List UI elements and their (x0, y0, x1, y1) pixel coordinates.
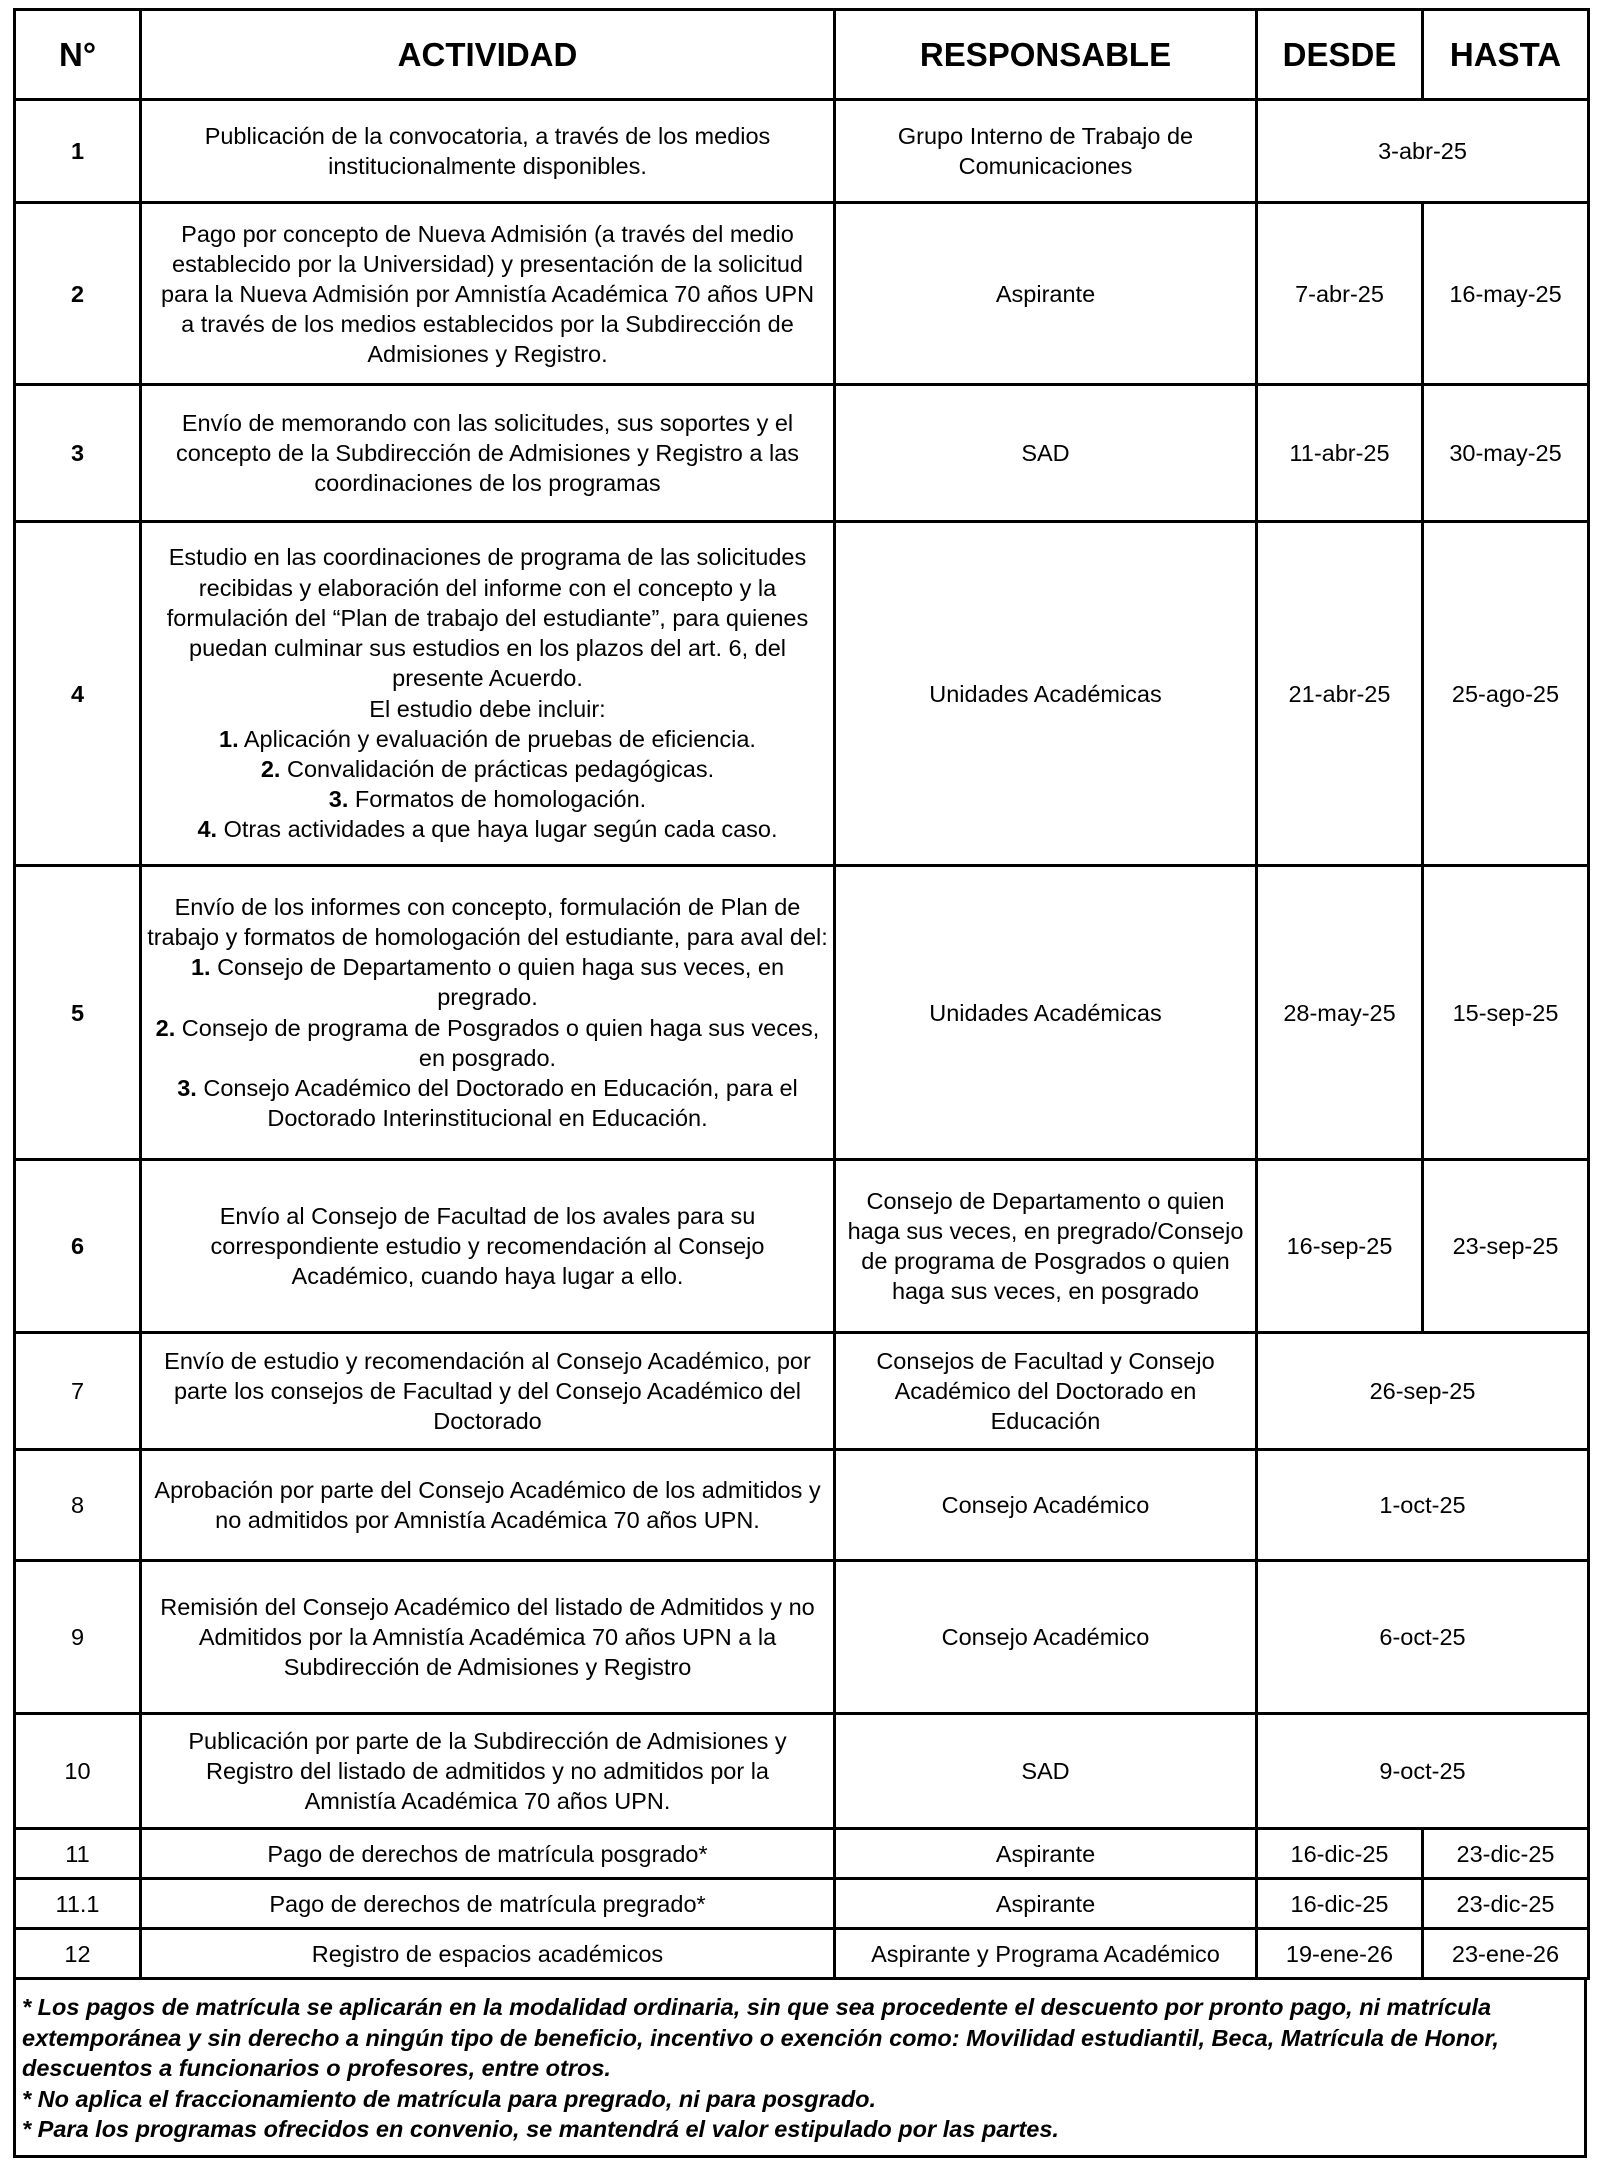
item-number: 1. (219, 725, 239, 752)
table-row (15, 100, 1589, 203)
footnote: * Para los programas ofrecidos en convenio, se mantendrá el valor estipulado por las partes. (22, 2116, 1059, 2143)
row-from: 16-sep-25 (1257, 1160, 1423, 1333)
table-row (15, 1450, 1589, 1561)
calendar-sheet (13, 8, 1587, 2158)
row-activity: Publicación por parte de la Subdirección de Admisiones y Registro del listado de admitidos y no admitidos por la Amnistía Académica 70 años UPN. (141, 1714, 835, 1829)
row-num: 12 (15, 1929, 141, 1979)
row-responsible: Aspirante y Programa Académico (835, 1929, 1257, 1979)
row-num: 1 (15, 100, 141, 203)
table-row (15, 1879, 1589, 1929)
row-responsible: Aspirante (835, 1829, 1257, 1879)
list-item (146, 754, 829, 784)
row-num: 4 (15, 522, 141, 866)
table-row (15, 203, 1589, 385)
table-row (15, 1561, 1589, 1714)
row-activity (141, 522, 835, 866)
item-text: Formatos de homologación. (348, 786, 647, 813)
row-num: 5 (15, 866, 141, 1160)
list-item (146, 724, 829, 754)
table-row (15, 1929, 1589, 1979)
item-number: 3. (177, 1074, 197, 1101)
row-activity (141, 866, 835, 1160)
row-from: 21-abr-25 (1257, 522, 1423, 866)
row-from: 7-abr-25 (1257, 203, 1423, 385)
header-from: DESDE (1257, 10, 1423, 100)
row-activity: Pago por concepto de Nueva Admisión (a través del medio establecido por la Universidad) y presentación de la solicitud para la Nueva Admisión por Amnistía Académica 70 años UPN a través de los medios establecidos por la Subdirección de Admisiones y Registro. (141, 203, 835, 385)
row-responsible: Aspirante (835, 1879, 1257, 1929)
row-activity: Pago de derechos de matrícula posgrado* (141, 1829, 835, 1879)
table-row (15, 522, 1589, 866)
activity-sub: El estudio debe incluir: (369, 695, 606, 722)
row-date: 9-oct-25 (1257, 1714, 1589, 1829)
item-text: Convalidación de prácticas pedagógicas. (280, 755, 715, 782)
activities-table (13, 8, 1590, 1980)
item-number: 1. (190, 954, 211, 981)
row-num: 6 (15, 1160, 141, 1333)
row-num: 10 (15, 1714, 141, 1829)
row-activity: Envío de estudio y recomendación al Consejo Académico, por parte los consejos de Facultad y del Consejo Académico del Doctorado (141, 1333, 835, 1450)
row-num: 9 (15, 1561, 141, 1714)
row-responsible: Consejo Académico (835, 1450, 1257, 1561)
row-responsible: SAD (835, 1714, 1257, 1829)
activity-intro: Estudio en las coordinaciones de programa de las solicitudes recibidas y elaboración del informe con el concepto y la formulación del “Plan de trabajo del estudiante”, para quienes puedan culminar sus estudios en los plazos del art. 6, del presente Acuerdo. (166, 544, 809, 692)
row-responsible: Consejos de Facultad y Consejo Académico del Doctorado en Educación (835, 1333, 1257, 1450)
row-responsible: SAD (835, 385, 1257, 522)
row-responsible: Grupo Interno de Trabajo de Comunicaciones (835, 100, 1257, 203)
row-responsible: Unidades Académicas (835, 866, 1257, 1160)
list-item (146, 784, 829, 814)
row-activity: Remisión del Consejo Académico del listado de Admitidos y no Admitidos por la Amnistía Académica 70 años UPN a la Subdirección de Admisiones y Registro (141, 1561, 835, 1714)
item-number: 4. (197, 816, 218, 843)
item-text: Consejo de programa de Posgrados o quien haga sus veces, en posgrado. (175, 1014, 820, 1071)
row-num: 8 (15, 1450, 141, 1561)
row-num: 11.1 (15, 1879, 141, 1929)
row-num: 11 (15, 1829, 141, 1879)
row-to: 23-ene-26 (1423, 1929, 1589, 1979)
row-activity: Registro de espacios académicos (141, 1929, 835, 1979)
table-row (15, 1829, 1589, 1879)
header-responsible: RESPONSABLE (835, 10, 1257, 100)
list-item (146, 1013, 829, 1073)
list-item (146, 1073, 829, 1133)
row-to: 30-may-25 (1423, 385, 1589, 522)
item-text: Aplicación y evaluación de pruebas de eficiencia. (238, 725, 756, 752)
table-header-row (15, 10, 1589, 100)
item-text: Consejo Académico del Doctorado en Educación, para el Doctorado Interinstitucional en Educación. (196, 1074, 798, 1132)
activity-intro: Envío de los informes con concepto, formulación de Plan de trabajo y formatos de homologación del estudiante, para aval del: (147, 893, 828, 950)
row-num: 2 (15, 203, 141, 385)
row-from: 19-ene-26 (1257, 1929, 1423, 1979)
table-row (15, 385, 1589, 522)
row-activity: Aprobación por parte del Consejo Académico de los admitidos y no admitidos por Amnistía Académica 70 años UPN. (141, 1450, 835, 1561)
row-responsible: Consejo Académico (835, 1561, 1257, 1714)
row-from: 16-dic-25 (1257, 1829, 1423, 1879)
row-num: 3 (15, 385, 141, 522)
row-to: 23-dic-25 (1423, 1829, 1589, 1879)
list-item (146, 952, 829, 1012)
item-number: 2. (260, 755, 281, 782)
row-date: 1-oct-25 (1257, 1450, 1589, 1561)
row-activity: Publicación de la convocatoria, a través de los medios institucionalmente disponibles. (141, 100, 835, 203)
item-text: Consejo de Departamento o quien haga sus veces, en pregrado. (210, 954, 785, 1011)
row-responsible: Consejo de Departamento o quien haga sus veces, en pregrado/Consejo de programa de Posgrados o quien haga sus veces, en posgrado (835, 1160, 1257, 1333)
row-date: 3-abr-25 (1257, 100, 1589, 203)
row-to: 25-ago-25 (1423, 522, 1589, 866)
row-num: 7 (15, 1333, 141, 1450)
row-to: 23-dic-25 (1423, 1879, 1589, 1929)
header-num: N° (15, 10, 141, 100)
row-date: 6-oct-25 (1257, 1561, 1589, 1714)
row-from: 11-abr-25 (1257, 385, 1423, 522)
table-row (15, 1714, 1589, 1829)
row-activity: Pago de derechos de matrícula pregrado* (141, 1879, 835, 1929)
footnote: * Los pagos de matrícula se aplicarán en la modalidad ordinaria, sin que sea procedente el descuento por pronto pago, ni matrícula extemporánea y sin derecho a ningún tipo de beneficio, incentivo o exención como: Movilidad estudiantil, Beca, Matrícula de Honor, descuentos a funcionarios o profesores, entre otros. (22, 1994, 1499, 2082)
item-text: Otras actividades a que haya lugar según cada caso. (217, 816, 778, 843)
footnote: * No aplica el fraccionamiento de matrícula para pregrado, ni para posgrado. (22, 2085, 877, 2112)
table-row (15, 1160, 1589, 1333)
table-row (15, 1333, 1589, 1450)
list-item (146, 814, 829, 844)
row-responsible: Aspirante (835, 203, 1257, 385)
table-row (15, 866, 1589, 1160)
row-responsible: Unidades Académicas (835, 522, 1257, 866)
row-date: 26-sep-25 (1257, 1333, 1589, 1450)
header-to: HASTA (1423, 10, 1589, 100)
row-from: 28-may-25 (1257, 866, 1423, 1160)
row-to: 23-sep-25 (1423, 1160, 1589, 1333)
row-activity: Envío al Consejo de Facultad de los avales para su correspondiente estudio y recomendación al Consejo Académico, cuando haya lugar a ello. (141, 1160, 835, 1333)
row-from: 16-dic-25 (1257, 1879, 1423, 1929)
item-number: 2. (155, 1014, 176, 1041)
row-activity: Envío de memorando con las solicitudes, sus soportes y el concepto de la Subdirección de Admisiones y Registro a las coordinaciones de los programas (141, 385, 835, 522)
item-number: 3. (328, 786, 349, 813)
row-to: 16-may-25 (1423, 203, 1589, 385)
header-activity: ACTIVIDAD (141, 10, 835, 100)
footnotes (13, 1980, 1587, 2158)
row-to: 15-sep-25 (1423, 866, 1589, 1160)
